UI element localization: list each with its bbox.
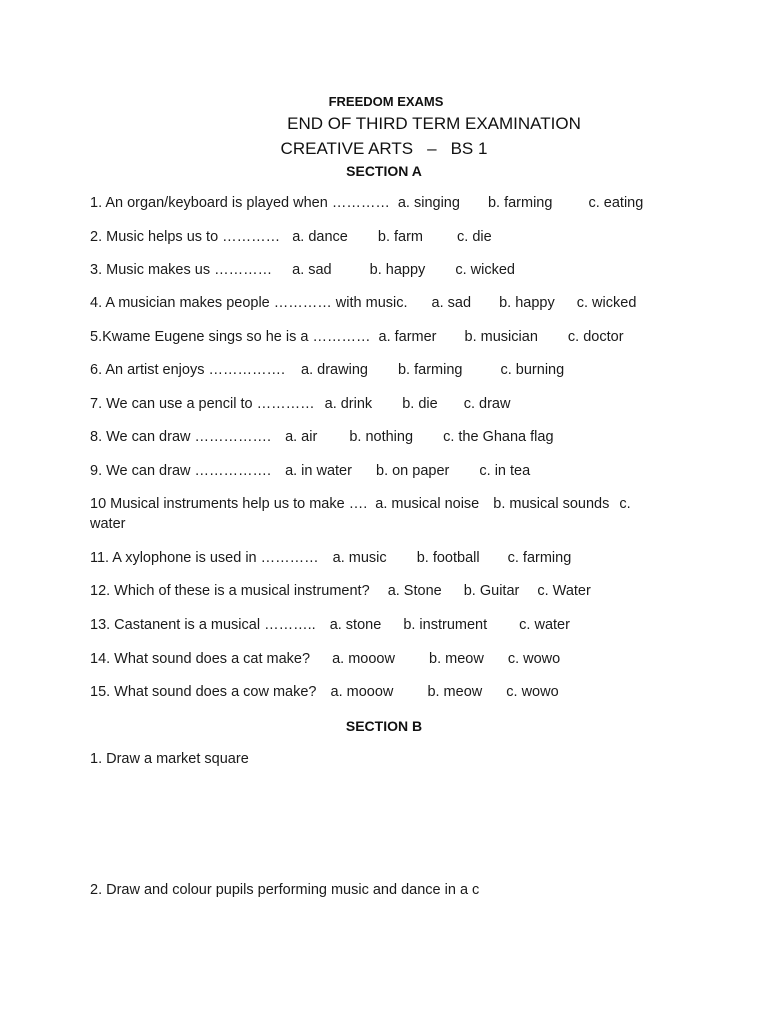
section-a-heading: SECTION A	[346, 163, 422, 179]
option-b: b. football	[416, 550, 480, 566]
option-a: a. sad	[292, 262, 332, 278]
question-stem: 15. What sound does a cow make?	[90, 684, 317, 700]
subject-name: CREATIVE ARTS	[280, 139, 414, 158]
option-c: c. the Ghana flag	[443, 429, 554, 445]
question-stem: 11. A xylophone is used in …………	[90, 550, 319, 566]
question-item	[90, 615, 670, 635]
question-stem: 5.Kwame Eugene sings so he is a …………	[90, 329, 371, 345]
question-item	[90, 548, 670, 568]
question-stem: 6. An artist enjoys …………….	[90, 362, 286, 378]
option-b: b. meow	[429, 651, 484, 667]
question-stem: 8. We can draw …………….	[90, 429, 272, 445]
subject-separator: –	[427, 139, 437, 158]
question-stem: 7. We can use a pencil to …………	[90, 396, 315, 412]
option-a: a. drawing	[301, 362, 368, 378]
option-a: a. sad	[431, 295, 472, 311]
option-c: c. Water	[537, 583, 591, 599]
question-item	[90, 260, 670, 280]
option-b: b. happy	[499, 295, 555, 311]
option-c: c. farming	[507, 550, 572, 566]
option-c: c. wowo	[507, 651, 561, 667]
option-b: b. musical sounds	[493, 496, 610, 512]
question-item	[90, 327, 670, 347]
option-b: b. die	[402, 396, 438, 412]
question-item	[90, 394, 670, 414]
question-stem: 1. An organ/keyboard is played when …………	[90, 195, 390, 211]
question-item	[90, 461, 670, 481]
option-a: a. in water	[285, 463, 352, 479]
option-c: c. burning	[500, 362, 565, 378]
exam-board-title: FREEDOM EXAMS	[328, 94, 444, 109]
option-b: b. instrument	[403, 617, 488, 633]
option-b: b. farming	[487, 195, 553, 211]
option-c: c. die	[457, 229, 492, 245]
question-item	[90, 293, 670, 313]
question-stem: 2. Music helps us to …………	[90, 229, 281, 245]
section-b-question: 2. Draw and colour pupils performing music and dance in a c	[90, 882, 480, 898]
option-b: b. on paper	[376, 463, 450, 479]
option-a: a. drink	[324, 396, 373, 412]
option-c: c. wicked	[455, 262, 515, 278]
question-stem: 9. We can draw …………….	[90, 463, 272, 479]
question-stem: 14. What sound does a cat make?	[90, 651, 311, 667]
option-c: c. eating	[588, 195, 644, 211]
question-item	[90, 193, 670, 213]
option-c: c. water	[90, 496, 631, 532]
option-c: c. doctor	[567, 329, 624, 345]
question-item	[90, 682, 670, 702]
option-c: c. draw	[463, 396, 511, 412]
question-item	[90, 581, 670, 601]
question-stem: 12. Which of these is a musical instrument?	[90, 583, 370, 599]
exam-title: END OF THIRD TERM EXAMINATION	[287, 114, 581, 133]
option-a: a. mooow	[330, 684, 394, 700]
option-a: a. mooow	[332, 651, 395, 667]
option-a: a. Stone	[387, 583, 442, 599]
option-c: c. wowo	[506, 684, 559, 700]
section-b-heading: SECTION B	[345, 718, 423, 734]
option-a: a. music	[332, 550, 387, 566]
option-a: a. dance	[292, 229, 348, 245]
option-b: b. happy	[369, 262, 426, 278]
subject-line	[0, 139, 768, 159]
class-level: BS 1	[450, 139, 488, 158]
question-stem: 13. Castanent is a musical ………..	[90, 617, 316, 633]
option-b: b. farm	[377, 229, 423, 245]
option-a: a. farmer	[378, 329, 437, 345]
option-c: c. in tea	[479, 463, 531, 479]
question-item	[90, 227, 670, 247]
option-b: b. farming	[397, 362, 463, 378]
option-a: a. musical noise	[375, 496, 480, 512]
option-a: a. stone	[329, 617, 382, 633]
option-c: c. wicked	[576, 295, 637, 311]
question-stem: 3. Music makes us …………	[90, 262, 273, 278]
question-item	[90, 494, 660, 534]
option-b: b. nothing	[349, 429, 414, 445]
question-stem: 10 Musical instruments help us to make ….	[90, 496, 368, 512]
option-c: c. water	[519, 617, 570, 633]
option-a: a. singing	[397, 195, 460, 211]
question-item	[90, 427, 670, 447]
question-item	[90, 360, 670, 380]
option-a: a. air	[285, 429, 318, 445]
option-b: b. meow	[427, 684, 483, 700]
option-b: b. musician	[464, 329, 538, 345]
section-b-question: 1. Draw a market square	[90, 751, 249, 767]
option-b: b. Guitar	[463, 583, 520, 599]
question-stem: 4. A musician makes people ………… with music.	[90, 295, 408, 311]
question-item	[90, 649, 670, 669]
